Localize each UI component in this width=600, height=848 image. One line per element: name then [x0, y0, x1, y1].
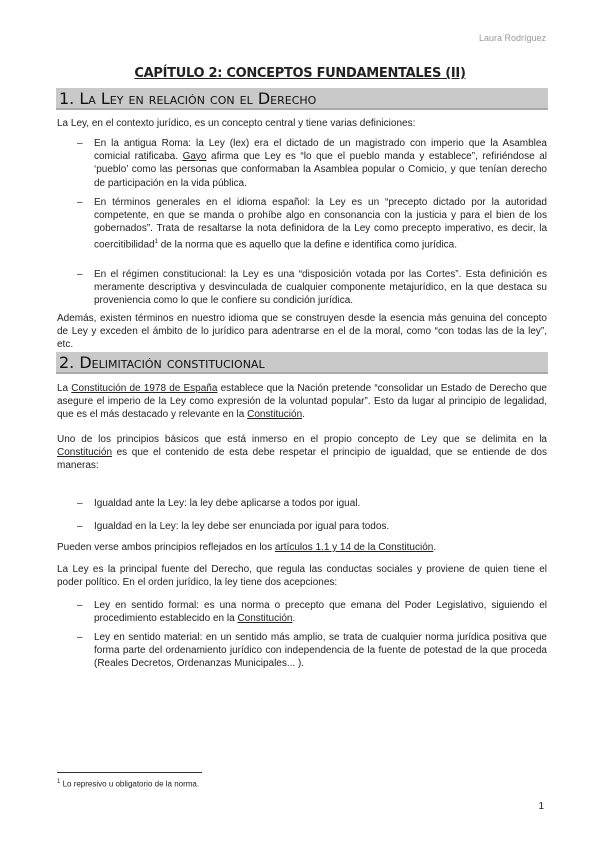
link-constitucion[interactable]: Constitución — [247, 409, 303, 421]
paragraph: Pueden verse ambos principios reflejados en los artículos 1.1 y 14 de la Constitución. — [57, 542, 437, 553]
paragraph: La Constitución de 1978 de España establece que la Nación pretende “consolidar un Estado de Derecho que asegure el imperio de la Ley como expresión de la voluntad popular”. Esto da lugar al principio de legalidad, que es el más destacado y relevante en la Constitución. — [57, 383, 547, 421]
link-gayo[interactable]: Gayo — [182, 151, 207, 163]
list-item: – En el régimen constitucional: la Ley es una “disposición votada por las Cortes”. Esta definición es meramente descriptiva y desvinculada de cualquier componente metajurídico, en la que destaca su proveniencia como lo que le confiere su condición jurídica. — [77, 269, 547, 307]
link-constitucion-1978[interactable]: Constitución de 1978 de España — [71, 383, 218, 394]
paragraph: La Ley es la principal fuente del Derecho, que regula las conductas sociales y proviene de quien tiene el poder político. En el orden jurídico, la ley tiene dos acepciones: — [57, 564, 547, 589]
section-1-closing: Además, existen términos en nuestro idioma que se construyen desde la esencia más genuina del concepto de Ley y exceden el ámbito de lo jurídico para adentrarse en el de la moral, como “con todas las de la ley”, etc. — [57, 313, 547, 351]
page-header-author: Laura Rodríguez — [478, 33, 546, 43]
bullet-dash: – — [77, 600, 83, 611]
bullet-dash: – — [77, 632, 83, 643]
section-1-heading: 1. La Ley en relación con el Derecho — [56, 88, 548, 110]
list-item: – Ley en sentido formal: es una norma o precepto que emana del Poder Legislativo, siguiendo el procedimiento establecido en la Constitución. — [77, 600, 547, 625]
footnote-ref[interactable]: 1 — [154, 238, 158, 245]
list-item: – En términos generales en el idioma español: la Ley es un “precepto dictado por la autoridad competente, en que se manda o prohíbe algo en consonancia con la justicia y para el bien de los gobernados”. Trata de resaltarse la nota definidora de la Ley como precepto imperativo, es decir, la coercitibilidad$^1$ de la norma que es aquello que la define e identifica como jurídica. — [77, 197, 547, 250]
list-item: – Igualdad ante la Ley: la ley debe aplicarse a todos por igual. — [77, 498, 361, 509]
chapter-title: CAPÍTULO 2: CONCEPTOS FUNDAMENTALES (II) — [134, 66, 466, 81]
list-item: – En la antigua Roma: la Ley (lex) era el dictado de un magistrado con imperio que la Asamblea comicial ratificaba. Gayo afirma que Ley es “lo que el pueblo manda y establece”, refiriéndose al ‘pueblo’ como las personas que conformaban la Asamblea popular o Comicio, y que tenían derecho de participación en la vida pública. — [77, 138, 547, 189]
link-articulos-constitucion[interactable]: artículos 1.1 y 14 de la Constitución — [274, 542, 434, 553]
bullet-dash: – — [77, 197, 83, 208]
bullet-dash: – — [77, 138, 83, 149]
paragraph: Uno de los principios básicos que está inmerso en el propio concepto de Ley que se delimita en la Constitución es que el contenido de esta debe respetar el principio de igualdad, que se entiende de dos maneras: — [57, 434, 547, 472]
footnote-divider — [57, 772, 202, 773]
section-2-heading: 2. Delimitación constitucional — [56, 352, 548, 374]
list-item: – Igualdad en la Ley: la ley debe ser enunciada por igual para todos. — [77, 521, 390, 532]
section-1-intro: La Ley, en el contexto jurídico, es un concepto central y tiene varias definiciones: — [57, 118, 416, 129]
bullet-dash: – — [77, 269, 83, 280]
list-item: – Ley en sentido material: en un sentido más amplio, se trata de cualquier norma jurídica positiva que forma parte del ordenamiento jurídico con independencia de la fuente de potestad de la que proceda (Reales Decretos, Ordenanzas Municipales... ). — [77, 632, 547, 670]
footnote: $^1$ Lo represivo u obligatorio de la norma. — [57, 779, 200, 789]
bullet-dash: – — [77, 498, 83, 509]
link-constitucion[interactable]: Constitución — [57, 447, 113, 459]
bullet-dash: – — [77, 521, 83, 532]
link-constitucion[interactable]: Constitución — [237, 613, 293, 625]
page-number: 1 — [538, 801, 544, 812]
